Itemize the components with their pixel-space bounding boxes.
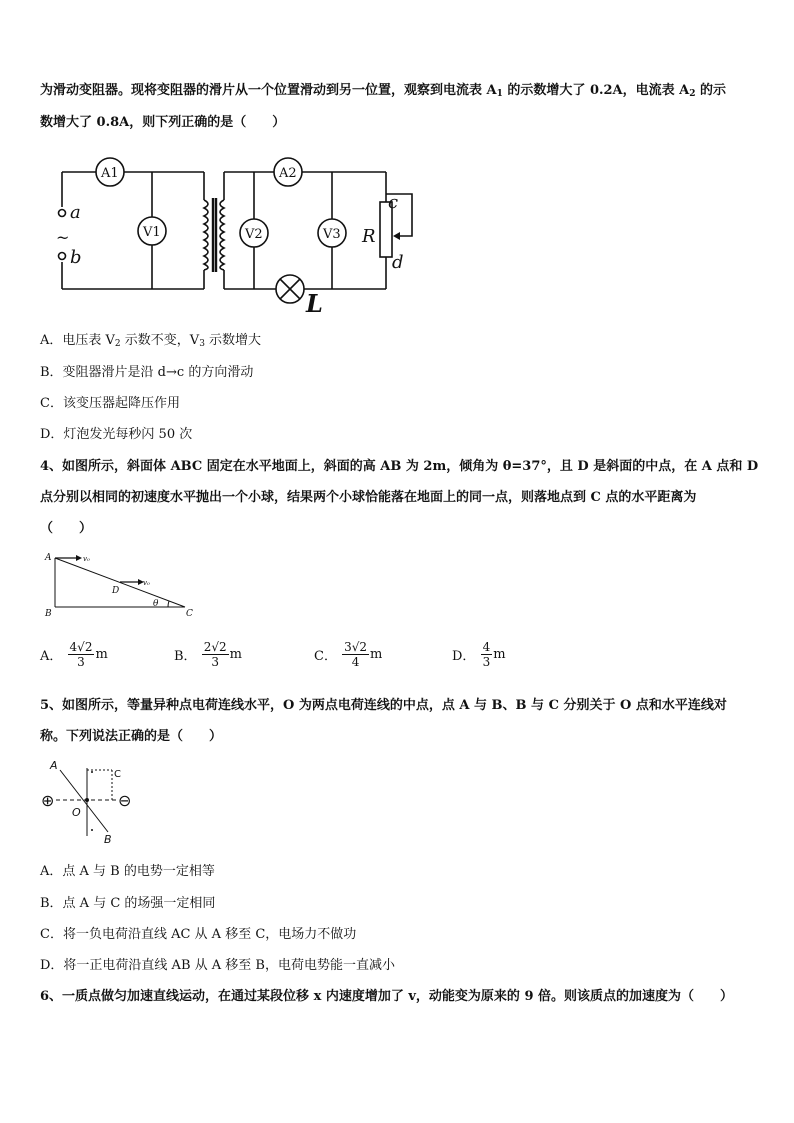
q3-circuit-figure — [50, 152, 430, 312]
resistor-r-label: R — [362, 226, 376, 247]
q5-option-c: C．将一负电荷沿直线 AC 从 A 移至 C，电场力不做功 — [40, 927, 357, 942]
q4-option-d — [452, 640, 506, 669]
q4-option-b-unit: m — [229, 647, 242, 662]
q3-option-a-post: 示数增大 — [204, 333, 262, 348]
q3-option-a — [40, 332, 261, 353]
q4-option-b-label: B． — [174, 649, 197, 664]
q4-option-b — [174, 640, 242, 669]
q4-option-d-den: 3 — [482, 655, 491, 669]
point-a-label: A — [50, 759, 58, 772]
q4-option-b-num: 2√2 — [203, 640, 227, 654]
q3-line1-mid: 的示数增大了 0.2A，电流表 A — [502, 83, 690, 98]
q4-option-d-num: 4 — [482, 640, 491, 654]
q4-option-b-frac — [202, 640, 229, 669]
v0-label-d: v₀ — [143, 579, 150, 587]
q4-option-d-unit: m — [493, 647, 506, 662]
q4-option-c-unit: m — [370, 647, 383, 662]
terminal-b-label: b — [70, 247, 82, 268]
point-b-label: B — [45, 609, 52, 619]
q5-charges-figure — [40, 756, 150, 848]
q5-line1: 5、如图所示，等量异种点电荷连线水平，O 为两点电荷连线的中点，点 A 与 B、B 与 C 分别关于 O 点和水平连线对 — [40, 698, 727, 713]
point-a-label: A — [45, 553, 52, 563]
q5-option-b: B．点 A 与 C 的场强一定相同 — [40, 896, 216, 911]
q4-option-a-unit: m — [95, 647, 108, 662]
slider-d-label: d — [392, 252, 404, 273]
v3-label: V3 — [323, 227, 341, 242]
q5-line2: 称。下列说法正确的是（ ） — [40, 729, 223, 744]
q4-option-a-num: 4√2 — [69, 640, 93, 654]
q3-sub1: 1 — [496, 89, 503, 99]
q3-option-c: C．该变压器起降压作用 — [40, 396, 180, 411]
q4-option-c-frac — [342, 640, 369, 669]
q4-option-a-den: 3 — [77, 655, 85, 669]
ac-symbol: ~ — [56, 228, 70, 247]
q4-line3: （ ） — [40, 521, 93, 536]
q3-option-a-mid: 示数不变，V — [120, 333, 200, 348]
q3-option-d: D．灯泡发光每秒闪 50 次 — [40, 427, 193, 442]
q4-option-a-label: A． — [40, 649, 63, 664]
q4-option-b-den: 3 — [211, 655, 219, 669]
q4-option-c-label: C． — [314, 649, 337, 664]
negative-charge: ⊖ — [118, 791, 132, 810]
q3-line1 — [40, 82, 726, 103]
q4-line2: 点分别以相同的初速度水平抛出一个小球，结果两个小球恰能落在地面上的同一点，则落地点到 C 点的水平距离为 — [40, 490, 697, 505]
q5-option-a: A．点 A 与 B 的电势一定相等 — [40, 864, 215, 879]
q4-option-a — [40, 640, 108, 669]
lamp-l-label: L — [306, 289, 323, 312]
q3-line1-pre: 为滑动变阻器。现将变阻器的滑片从一个位置滑动到另一位置，观察到电流表 A — [40, 83, 497, 98]
slider-c-label: c — [388, 192, 399, 213]
v1-label: V1 — [143, 225, 161, 240]
q3-option-a-sub2: 3 — [199, 339, 205, 349]
a1-label: A1 — [101, 166, 119, 181]
q4-option-d-label: D． — [452, 649, 476, 664]
q4-option-c-den: 4 — [351, 655, 360, 669]
q3-line2: 数增大了 0.8A，则下列正确的是（ ） — [40, 115, 286, 130]
q3-option-a-sub1: 2 — [114, 339, 121, 349]
v0-label-a: v₀ — [83, 555, 90, 563]
q5-option-d: D．将一正电荷沿直线 AB 从 A 移至 B，电荷电势能一直减小 — [40, 958, 395, 973]
v2-label: V2 — [245, 227, 263, 242]
point-o-label: O — [72, 806, 81, 819]
point-c-label: C — [186, 609, 193, 619]
q4-option-c-num: 3√2 — [344, 640, 368, 654]
q3-option-a-pre: A．电压表 V — [40, 333, 115, 348]
q4-line1: 4、如图所示，斜面体 ABC 固定在水平地面上，斜面的高 AB 为 2m，倾角为 θ=37°，且 D 是斜面的中点，在 A 点和 D — [40, 459, 759, 474]
positive-charge: ⊕ — [41, 791, 55, 810]
terminal-a-label: a — [70, 202, 81, 223]
a2-label: A2 — [279, 166, 297, 181]
q4-option-c — [314, 640, 382, 669]
theta-label: θ — [153, 599, 159, 609]
q4-option-d-frac — [481, 640, 493, 669]
q6-line1: 6、一质点做匀加速直线运动，在通过某段位移 x 内速度增加了 v，动能变为原来的 9 倍。则该质点的加速度为（ ） — [40, 989, 734, 1004]
point-b-label: B — [104, 833, 112, 846]
q3-line1-post: 的示 — [695, 83, 727, 98]
q3-sub2: 2 — [689, 89, 696, 99]
q3-option-b: B．变阻器滑片是沿 d→c 的方向滑动 — [40, 365, 254, 380]
q4-incline-figure — [40, 550, 210, 625]
point-c-label: C — [114, 769, 121, 780]
point-d-label: D — [112, 586, 120, 596]
q4-option-a-frac — [68, 640, 95, 669]
